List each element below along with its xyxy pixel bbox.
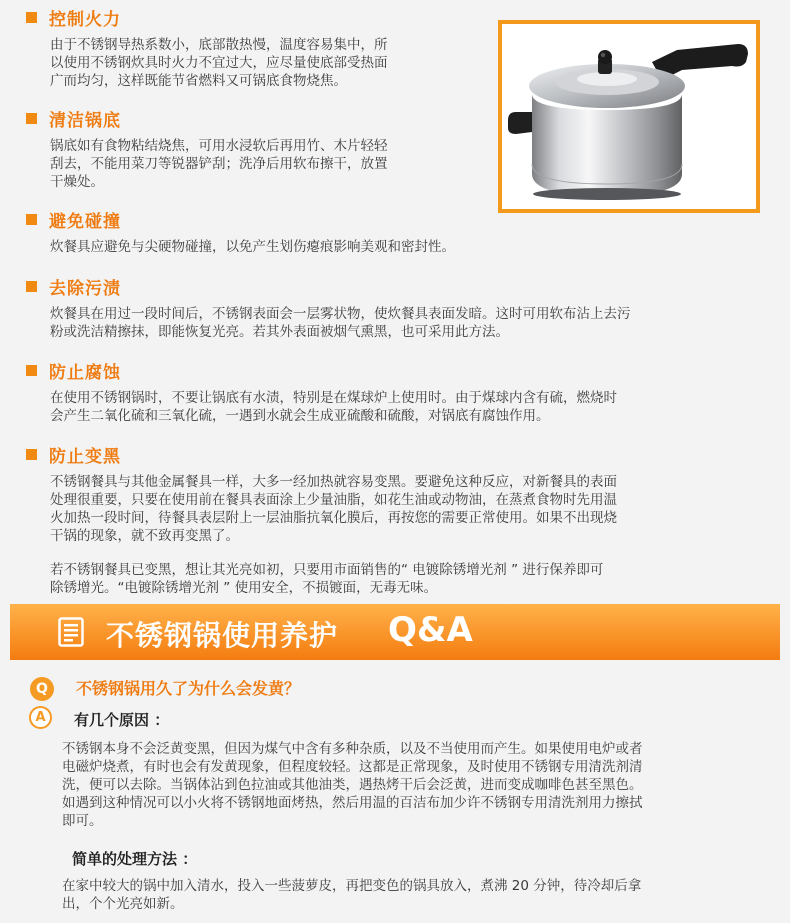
question-badge-icon: Q: [30, 677, 54, 701]
tip-body: 炊餐具应避免与尖硬物碰撞，以免产生划伤瘪痕影响美观和密封性。: [50, 239, 455, 255]
document-list-icon: [58, 617, 84, 647]
tip-body: 不锈钢餐具与其他金属餐具一样，大多一经加热就容易变黑。要避免这种反应，对新餐具的表面 处理很重要，只要在使用前在餐具表面涂上少量油脂，如花生油或动物油，在蒸煮食物时先用温 火加热一段时间，待餐具表层附上一层油脂抗氧化膜后，再按您的需要正常使用。如果不出现烧 干锅的现象，就不致再变黑了。: [50, 474, 617, 544]
method-body: 在家中较大的锅中加入清水，投入一些菠萝皮，再把变色的锅具放入，煮沸 20 分钟，待冷却后拿 出，个个光亮如新。: [62, 878, 642, 912]
tip-title: 防止腐蚀: [49, 362, 121, 383]
tip-clean-bottom: [26, 105, 388, 191]
square-bullet-icon: [26, 365, 37, 376]
qa-banner: [10, 604, 780, 660]
tip-body: 在使用不锈钢锅时，不要让锅底有水渍，特别是在煤球炉上使用时。由于煤球内含有硫，燃烧时 会产生二氧化硫和三氧化硫，一遇到水就会生成亚硫酸和硫酸，对锅底有腐蚀作用。: [50, 390, 617, 424]
banner-title: 不锈钢锅使用养护: [106, 619, 339, 652]
question-text: 不锈钢锅用久了为什么会发黄？: [76, 679, 301, 698]
tip-title: 防止变黑: [49, 446, 121, 467]
tip-title: 去除污渍: [49, 278, 121, 299]
pressure-cooker-image: [502, 24, 756, 209]
tip-remove-stains: [26, 273, 631, 341]
tip-avoid-collision: [26, 206, 455, 256]
square-bullet-icon: [26, 214, 37, 225]
banner-qa-tag: Q&A: [388, 610, 473, 650]
tip-prevent-corrosion: [26, 357, 617, 425]
answer-badge-icon: A: [29, 706, 52, 729]
tip-title: 避免碰撞: [49, 211, 121, 232]
square-bullet-icon: [26, 12, 37, 23]
qa-section: [0, 660, 790, 923]
answer-title: 有几个原因 ：: [74, 711, 170, 729]
tip-body: 由于不锈钢导热系数小，底部散热慢，温度容易集中，所 以使用不锈钢炊具时火力不宜过大，应尽量使底部受热面 广而均匀，这样既能节省燃料又可锅底食物烧焦。: [50, 37, 388, 89]
product-photo: [498, 20, 760, 213]
tip-control-heat: [26, 4, 388, 90]
square-bullet-icon: [26, 113, 37, 124]
square-bullet-icon: [26, 281, 37, 292]
square-bullet-icon: [26, 449, 37, 460]
tip-title: 控制火力: [49, 9, 121, 30]
tip-body: 炊餐具在用过一段时间后，不锈钢表面会一层雾状物，使炊餐具表面发暗。这时可用软布沾上去污 粉或洗洁精擦抹，即能恢复光亮。若其外表面被烟气熏黑，也可采用此方法。: [50, 306, 631, 340]
tip-title: 清洁锅底: [49, 110, 121, 131]
tip-prevent-blackening: [26, 441, 617, 597]
tip-note: 若不锈钢餐具已变黑，想让其光亮如初，只要用市面销售的“ 电镀除锈增光剂 ” 进行保养即可 除锈增光。“电镀除锈增光剂 ” 使用安全，不损镀面，无毒无味。: [50, 562, 604, 596]
tip-body: 锅底如有食物粘结烧焦，可用水浸软后再用竹、木片轻轻 刮去，不能用菜刀等锐器铲刮；洗净后用软布擦干，放置 干燥处。: [50, 138, 388, 190]
method-title: 简单的处理方法 ：: [72, 850, 198, 868]
answer-body: 不锈钢本身不会泛黄变黑，但因为煤气中含有多种杂质，以及不当使用而产生。如果使用电炉或者 电磁炉烧煮，有时也会有发黄现象，但程度较轻。这都是正常现象，及时使用不锈钢专用清洗剂清 洗，便可以去除。当锅体沾到色拉油或其他油类，遇热烤干后会泛黄，进而变成咖啡色甚至黑色。 如遇到这种情况可以小火将不锈钢地面烤热，然后用温的百洁布加少许不锈钢专用清洗剂用力擦拭 即可。: [62, 741, 643, 829]
